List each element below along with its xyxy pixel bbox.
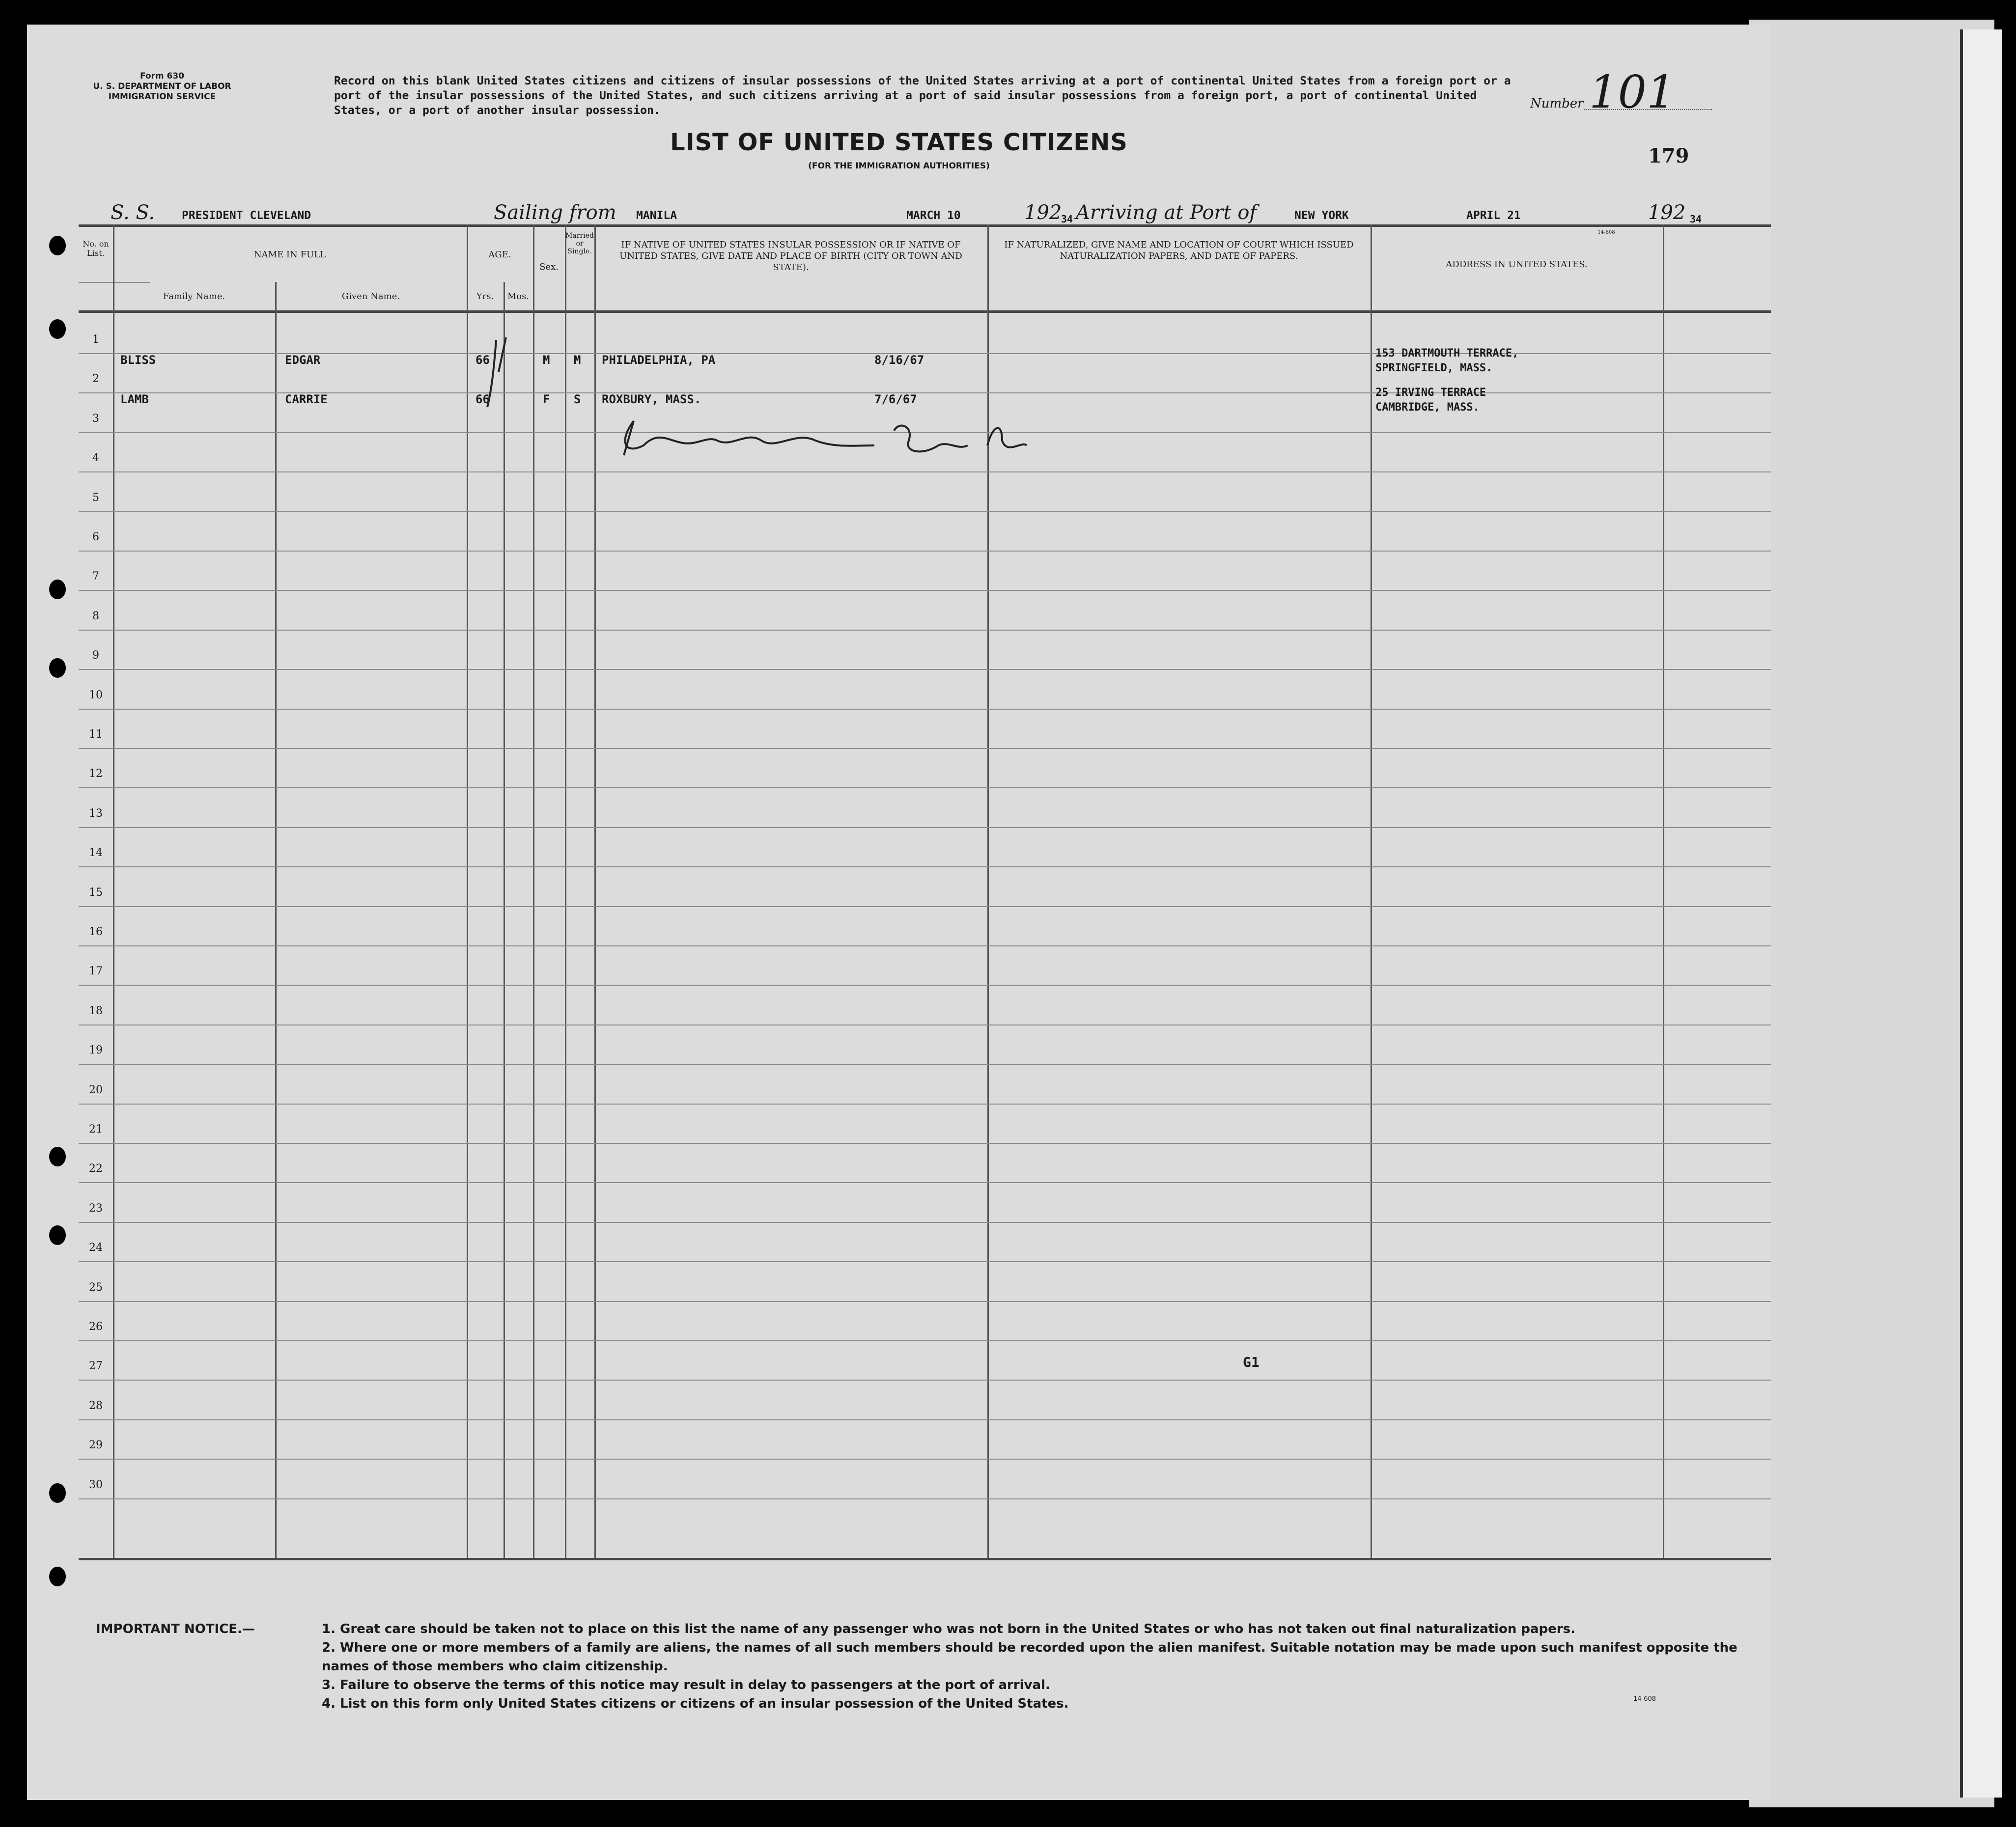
footer-code: 14-608 xyxy=(1633,1695,1656,1703)
row-number: 7 xyxy=(92,570,99,582)
back-sheet xyxy=(1749,20,1994,1807)
number-label: Number xyxy=(1530,96,1584,111)
header-naturalized: IF NATURALIZED, GIVE NAME AND LOCATION OF COURT WHICH ISSUED NATURALIZATION PAPERS, AND DATE OF PAPERS. xyxy=(1004,240,1354,261)
passenger-2-address-line1: 25 IRVING TERRACE xyxy=(1375,387,1486,399)
stamp-number: 179 xyxy=(1648,144,1689,167)
tick-mark xyxy=(487,340,496,407)
header-address: ADDRESS IN UNITED STATES. xyxy=(1446,259,1588,270)
notice-items xyxy=(322,1620,1741,1713)
row-number: 2 xyxy=(92,373,99,385)
row-number: 16 xyxy=(89,926,103,938)
arrival-year-prefix: 192 xyxy=(1648,201,1686,224)
form-identifier xyxy=(79,71,246,102)
arrival-year: 34 xyxy=(1690,213,1702,225)
table-bottom-rule xyxy=(79,1558,1771,1560)
passenger-1-address-line2: SPRINGFIELD, MASS. xyxy=(1375,362,1493,374)
row-number: 1 xyxy=(92,333,99,346)
form-number: Form 630 xyxy=(140,71,185,81)
inspector-signature xyxy=(624,421,1027,455)
passenger-2-family-name: LAMB xyxy=(120,392,149,406)
row-number: 28 xyxy=(89,1400,103,1412)
form-instruction: Record on this blank United States citizens and citizens of insular possessions of the United States arriving at a port of continental United States from a foreign port or a port of the insular possessions of the United States, and such citizens arriving at a port of said insular possessions from a foreign port, a port of continental United States, or a port of another insular possession. xyxy=(334,75,1511,117)
notice-item: 3. Failure to observe the terms of this notice may result in delay to passengers at the port of arrival. xyxy=(322,1678,1050,1692)
notice-lead: IMPORTANT NOTICE.— xyxy=(96,1622,255,1636)
tick-mark xyxy=(499,337,506,372)
passenger-table xyxy=(79,224,1771,1560)
page-title: LIST OF UNITED STATES CITIZENS xyxy=(670,129,1128,156)
punch-hole xyxy=(49,658,66,678)
passenger-1-birth-place: PHILADELPHIA, PA xyxy=(602,353,716,367)
row-number: 25 xyxy=(89,1281,103,1294)
notice-item: 4. List on this form only United States citizens or citizens of an insular possession of the United States. xyxy=(322,1696,1069,1711)
row-number: 20 xyxy=(89,1084,103,1096)
row-number: 15 xyxy=(89,886,103,899)
passenger-1-birth-date: 8/16/67 xyxy=(874,353,924,367)
punch-hole xyxy=(49,1225,66,1245)
passenger-1-given-name: EDGAR xyxy=(285,353,321,367)
punch-hole xyxy=(49,580,66,599)
row-number: 18 xyxy=(89,1005,103,1017)
print-code: 14-608 xyxy=(1597,230,1615,235)
row-number: 3 xyxy=(92,413,99,425)
header-birth: IF NATIVE OF UNITED STATES INSULAR POSSESSION OR IF NATIVE OF UNITED STATES, GIVE DATE AND PLACE OF BIRTH (CITY OR TOWN AND STATE). xyxy=(619,240,962,273)
row-number: 10 xyxy=(89,689,103,701)
ss-label: S. S. xyxy=(111,201,155,224)
row-number: 27 xyxy=(89,1360,103,1372)
row-number: 8 xyxy=(92,610,99,622)
passenger-1-age: 66 xyxy=(476,353,490,367)
punch-hole xyxy=(49,1147,66,1166)
punch-hole xyxy=(49,1567,66,1586)
department-name: U. S. DEPARTMENT OF LABOR xyxy=(93,82,231,91)
passenger-1-marital: M xyxy=(574,353,581,367)
row-number: 11 xyxy=(89,728,103,741)
back-sheet-edge xyxy=(1960,29,2002,1798)
manifest-page xyxy=(27,25,1771,1800)
sailing-label: Sailing from xyxy=(494,201,616,224)
arrival-date: APRIL 21 xyxy=(1466,209,1521,222)
passenger-1-address-line1: 153 DARTMOUTH TERRACE, xyxy=(1375,347,1519,360)
punch-hole xyxy=(49,319,66,339)
service-name: IMMIGRATION SERVICE xyxy=(108,92,216,102)
header-given-name: Given Name. xyxy=(341,291,400,302)
number-underline xyxy=(1584,109,1712,110)
list-number: 101 xyxy=(1589,66,1676,118)
header-age: AGE. xyxy=(488,249,511,260)
sailing-date: MARCH 10 xyxy=(906,209,961,222)
punch-hole xyxy=(49,1483,66,1503)
handwriting-overlay xyxy=(79,224,1771,1560)
row-number: 26 xyxy=(89,1321,103,1333)
passenger-2-given-name: CARRIE xyxy=(285,392,328,406)
row-number: 30 xyxy=(89,1479,103,1491)
sailing-port: MANILA xyxy=(636,209,677,222)
passenger-2-age: 66 xyxy=(476,392,490,406)
header-yrs: Yrs. xyxy=(476,291,494,302)
header-married: Married or Single. xyxy=(565,232,594,255)
row-number: 9 xyxy=(92,649,99,662)
row-number: 24 xyxy=(89,1242,103,1254)
header-name-in-full: NAME IN FULL xyxy=(253,249,326,260)
row-number: 19 xyxy=(89,1044,103,1056)
row-number: 22 xyxy=(89,1163,103,1175)
passenger-2-birth-date: 7/6/67 xyxy=(874,392,917,406)
passenger-2-marital: S xyxy=(574,392,581,406)
row-number: 21 xyxy=(89,1123,103,1135)
annotation-g1: G1 xyxy=(1243,1354,1260,1370)
row-number: 17 xyxy=(89,965,103,977)
row-number: 14 xyxy=(89,847,103,859)
notice-item: 1. Great care should be taken not to place on this list the name of any passenger who was not born in the United States or who has not taken out final naturalization papers. xyxy=(322,1622,1575,1636)
sailing-year-prefix: 192 xyxy=(1024,201,1062,224)
notice-item: 2. Where one or more members of a family are aliens, the names of all such members should be recorded upon the alien manifest. Suitable notation may be made upon such manifest opposite the names of those members who claim citizenship. xyxy=(322,1640,1737,1674)
passenger-2-birth-place: ROXBURY, MASS. xyxy=(602,392,701,406)
page-subtitle: (FOR THE IMMIGRATION AUTHORITIES) xyxy=(808,161,990,171)
header-sex: Sex. xyxy=(539,262,559,272)
punch-hole xyxy=(49,236,66,255)
header-family-name: Family Name. xyxy=(163,291,225,302)
passenger-1-family-name: BLISS xyxy=(120,353,156,367)
row-number: 23 xyxy=(89,1202,103,1215)
header-no: No. on List. xyxy=(83,239,109,258)
passenger-2-sex: F xyxy=(543,392,550,406)
row-number: 13 xyxy=(89,807,103,820)
row-number: 5 xyxy=(92,492,99,504)
passenger-2-address-line2: CAMBRIDGE, MASS. xyxy=(1375,401,1480,414)
arrival-port: NEW YORK xyxy=(1294,209,1349,222)
header-mos: Mos. xyxy=(507,291,530,302)
row-number: 29 xyxy=(89,1439,103,1451)
row-number: 6 xyxy=(92,531,99,543)
sailing-year: 34 xyxy=(1061,213,1073,225)
row-number: 12 xyxy=(89,768,103,780)
row-number: 4 xyxy=(92,452,99,464)
ship-name: PRESIDENT CLEVELAND xyxy=(182,209,311,222)
arriving-label: Arriving at Port of xyxy=(1076,201,1257,224)
passenger-1-sex: M xyxy=(543,353,550,367)
